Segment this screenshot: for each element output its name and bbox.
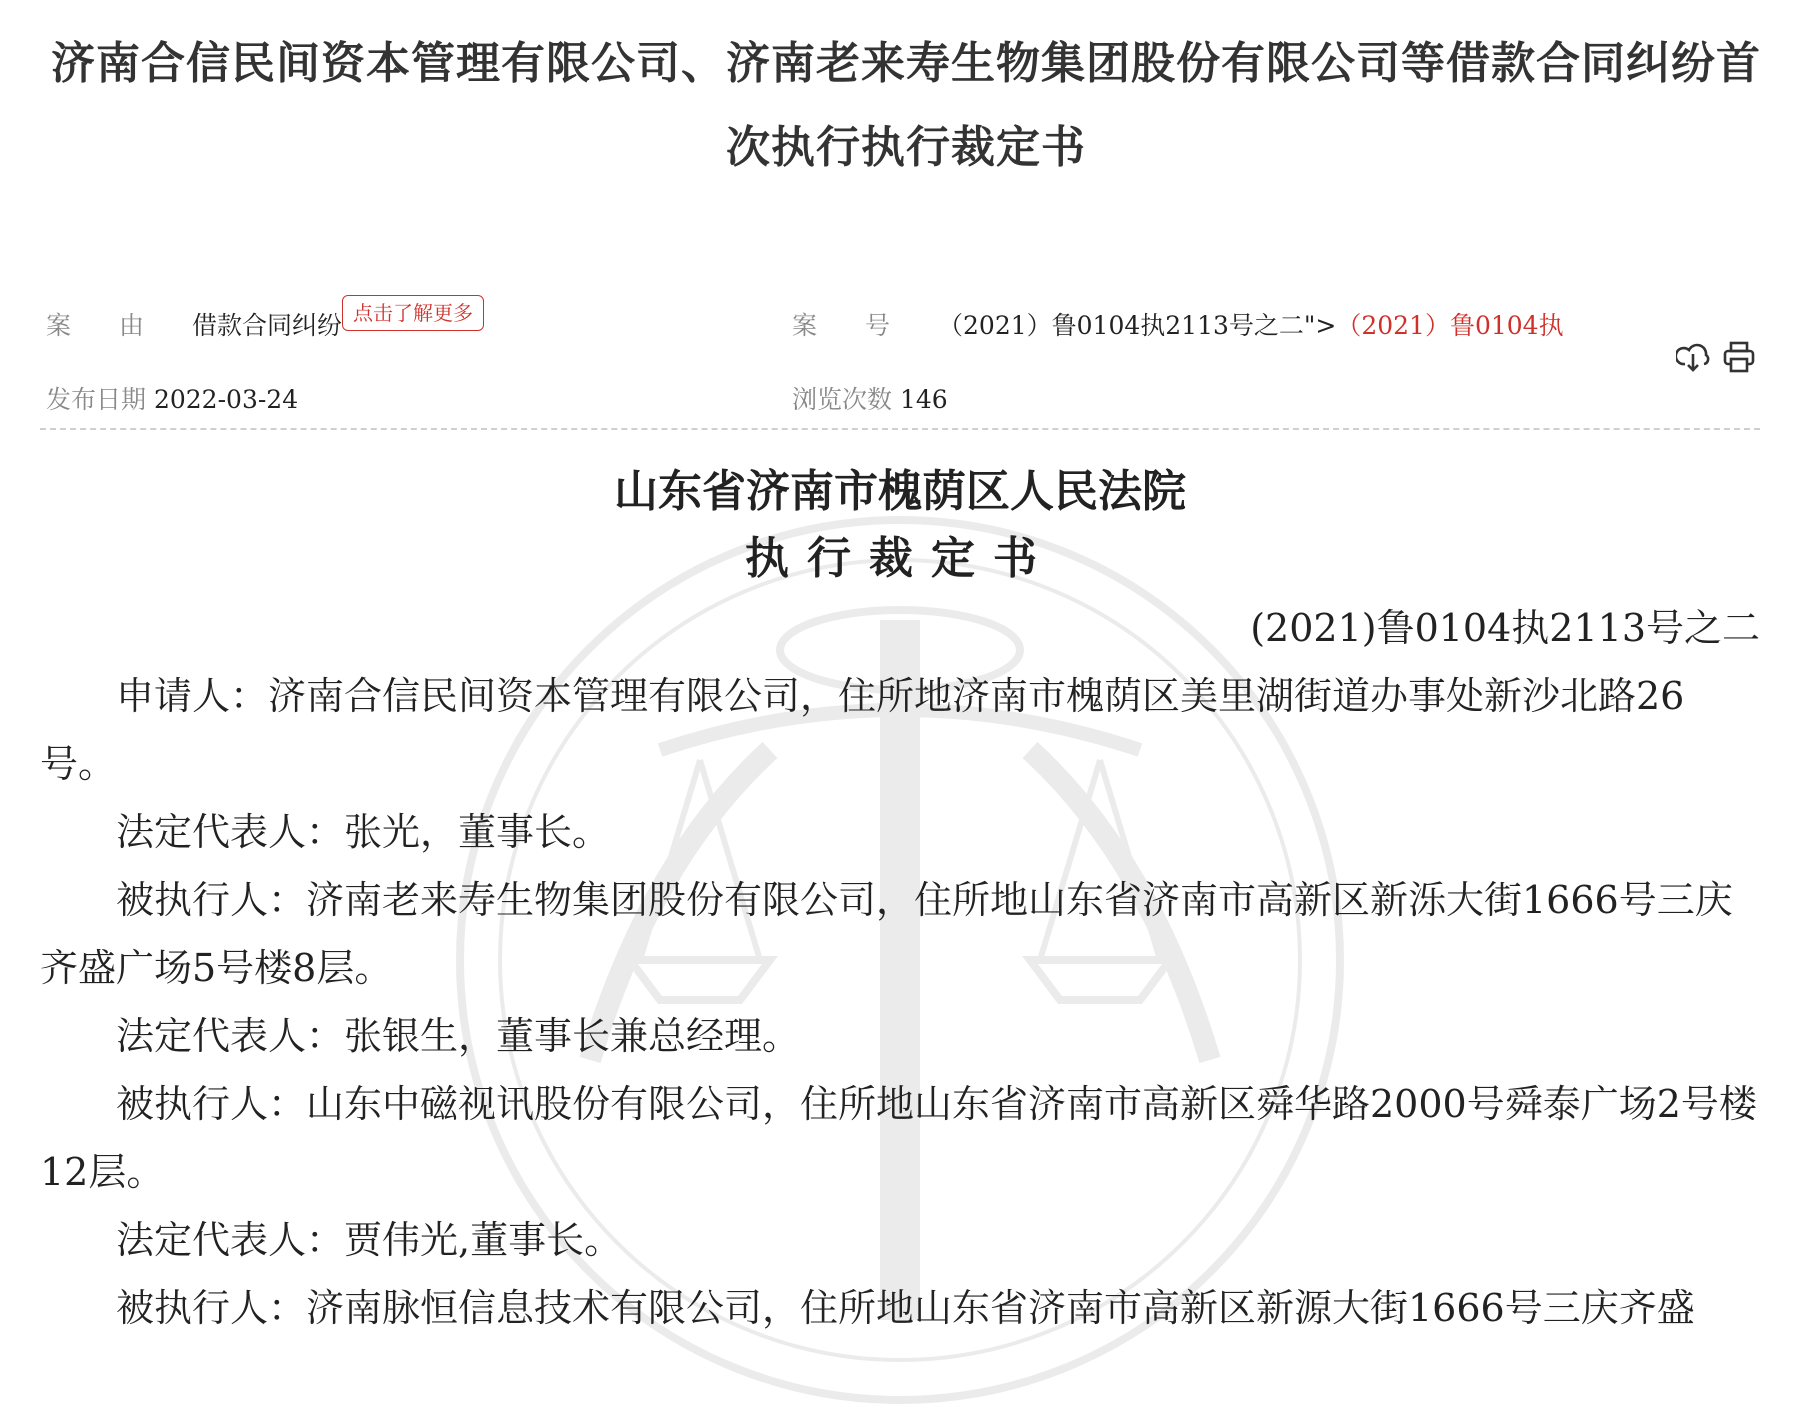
paragraph: 申请人：济南合信民间资本管理有限公司，住所地济南市槐荫区美里湖街道办事处新沙北路26号。	[40, 674, 1685, 786]
document-type: 执行裁定书	[745, 533, 1055, 584]
case-number-link[interactable]: （2021）鲁0104执	[1336, 311, 1564, 340]
date-value: 2022-03-24	[153, 385, 299, 414]
document-body	[40, 460, 1760, 1342]
views-value: 146	[899, 385, 948, 414]
paragraph: 法定代表人：张光，董事长。	[116, 810, 611, 854]
toolbar	[1676, 340, 1756, 374]
court-name: 山东省济南市槐荫区人民法院	[614, 466, 1186, 517]
learn-more-button[interactable]: 点击了解更多	[342, 295, 484, 331]
date-label: 发布日期	[46, 385, 147, 414]
paragraph: 法定代表人：张银生，董事长兼总经理。	[116, 1014, 801, 1058]
paragraph: 被执行人：济南老来寿生物集团股份有限公司，住所地山东省济南市高新区新泺大街1666号三庆齐盛广场5号楼8层。	[40, 878, 1733, 990]
paragraph: 被执行人：济南脉恒信息技术有限公司，住所地山东省济南市高新区新源大街1666号三庆齐盛	[116, 1286, 1695, 1330]
case-number-label: 案号	[792, 311, 939, 340]
page-title: 济南合信民间资本管理有限公司、济南老来寿生物集团股份有限公司等借款合同纠纷首次执行执行裁定书	[51, 38, 1761, 173]
download-icon[interactable]	[1676, 340, 1710, 374]
date-row	[46, 380, 298, 416]
case-number-row	[792, 306, 1564, 342]
cause-label: 案由	[46, 311, 193, 340]
paragraph: 法定代表人：贾伟光,董事长。	[116, 1218, 623, 1262]
print-icon[interactable]	[1722, 340, 1756, 374]
document-case-number: (2021)鲁0104执2113号之二	[1250, 606, 1760, 650]
case-number-value: （2021）鲁0104执2113号之二">	[938, 311, 1337, 340]
views-label: 浏览次数	[792, 385, 893, 414]
cause-row	[46, 301, 484, 345]
cause-value: 借款合同纠纷	[192, 311, 343, 340]
paragraph: 被执行人：山东中磁视讯股份有限公司，住所地山东省济南市高新区舜华路2000号舜泰广场2号楼12层。	[40, 1082, 1757, 1194]
views-row	[792, 380, 948, 416]
divider	[40, 428, 1760, 430]
